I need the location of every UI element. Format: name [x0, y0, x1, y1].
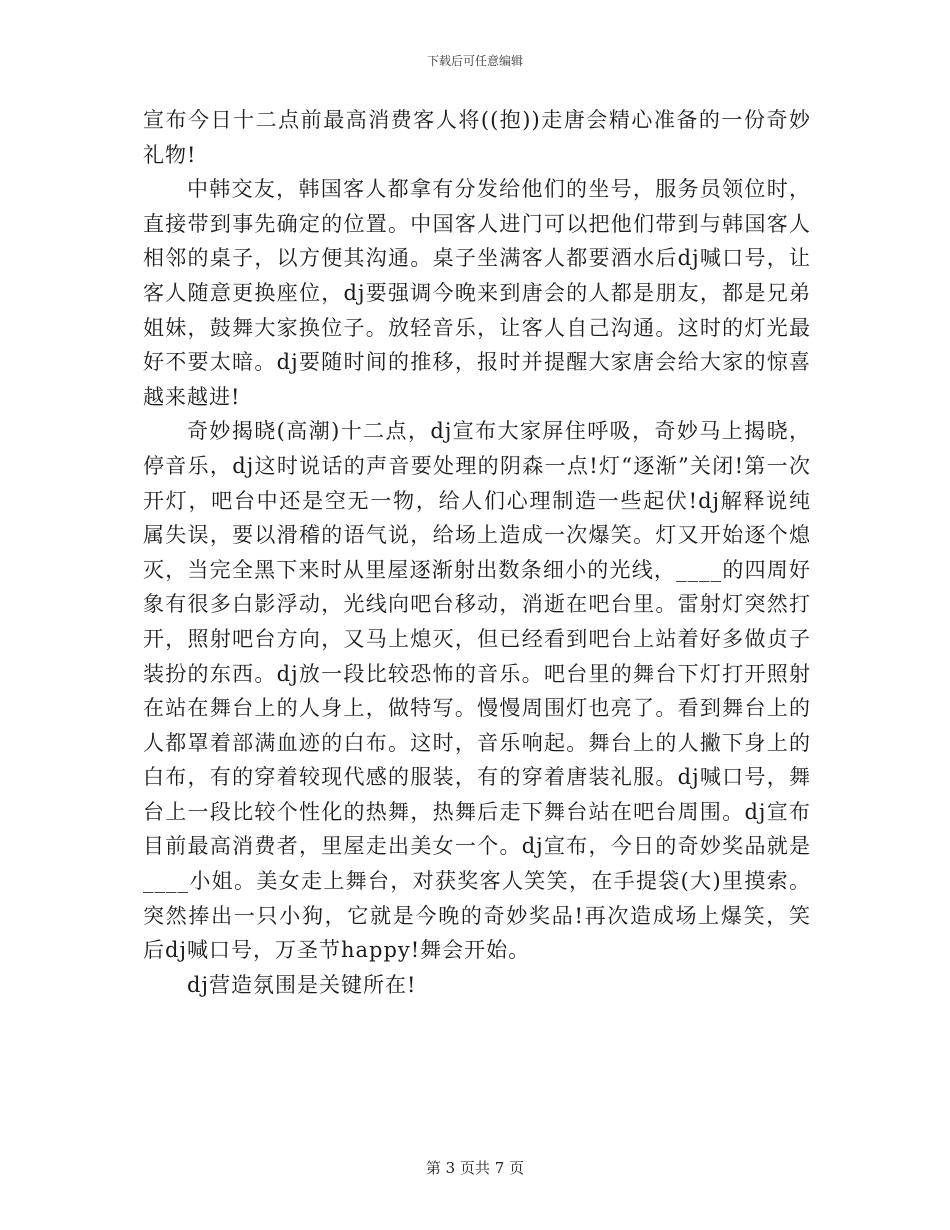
page-header: 下载后可任意编辑: [426, 54, 523, 68]
document-body: [143, 103, 811, 1002]
paragraph-climax-reveal: 奇妙揭晓(高潮)十二点，dj宣布大家屏住呼吸，奇妙马上揭晓，停音乐，dj这时说话的声音要处理的阴森一点!灯“逐渐”关闭!第一次开灯，吧台中还是空无一物，给人们心理制造一些起伏!dj解释说纯属失误，要以滑稽的语气说，给场上造成一次爆笑。灯又开始逐个熄灭，当完全黑下来时从里屋逐渐射出数条细小的光线，____的四周好象有很多白影浮动，光线向吧台移动，消逝在吧台里。雷射灯突然打开，照射吧台方向，又马上熄灭，但已经看到吧台上站着好多做贞子装扮的东西。dj放一段比较恐怖的音乐。吧台里的舞台下灯打开照射在站在舞台上的人身上，做特写。慢慢周围灯也亮了。看到舞台上的人都罩着部满血迹的白布。这时，音乐响起。舞台上的人撇下身上的白布，有的穿着较现代感的服装，有的穿着唐装礼服。dj喊口号，舞台上一段比较个性化的热舞，热舞后走下舞台站在吧台周围。dj宣布目前最高消费者，里屋走出美女一个。dj宣布，今日的奇妙奖品就是____小姐。美女走上舞台，对获奖客人笑笑，在手提袋(大)里摸索。突然捧出一只小狗，它就是今晚的奇妙奖品!再次造成场上爆笑，笑后dj喊口号，万圣节happy!舞会开始。: [143, 419, 811, 963]
paragraph-korea-china-exchange: 中韩交友，韩国客人都拿有分发给他们的坐号，服务员领位时，直接带到事先确定的位置。中国客人进门可以把他们带到与韩国客人相邻的桌子，以方便其沟通。桌子坐满客人都要酒水后dj喊口号，让客人随意更换座位，dj要强调今晚来到唐会的人都是朋友，都是兄弟姐妹，鼓舞大家换位子。放轻音乐，让客人自己沟通。这时的灯光最好不要太暗。dj要随时间的推移，报时并提醒大家唐会给大家的惊喜越来越进!: [143, 177, 811, 409]
paragraph-dj-atmosphere: dj营造氛围是关键所在!: [187, 972, 417, 997]
paragraph-continuation: 宣布今日十二点前最高消费客人将((抱))走唐会精心准备的一份奇妙礼物!: [143, 108, 811, 167]
page-number: 第 3 页共 7 页: [425, 1159, 525, 1177]
